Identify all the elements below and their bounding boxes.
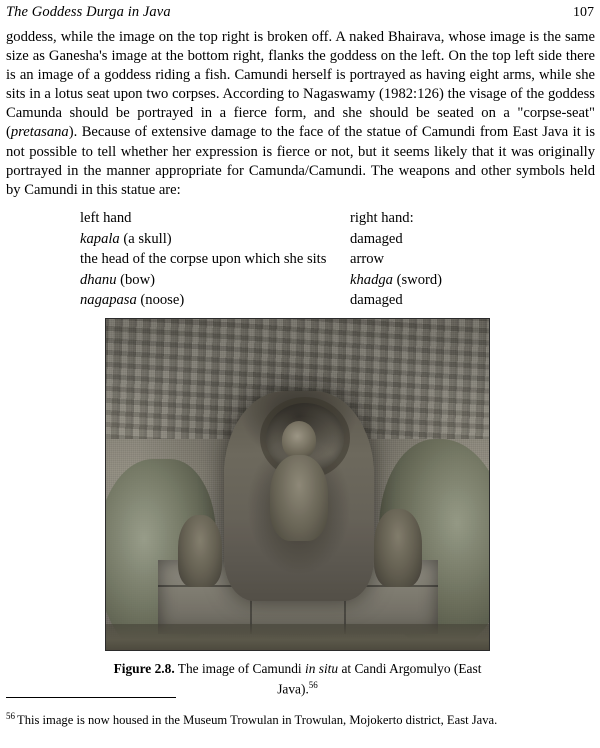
page-header: [6, 4, 594, 21]
statue-photograph: [106, 319, 489, 650]
footnote: [6, 708, 595, 728]
figure-block: [105, 318, 490, 697]
footnote-separator: [6, 697, 176, 698]
paragraph-italic-pretasana: pretasana: [10, 124, 69, 141]
weapons-table: [80, 208, 550, 311]
figure-caption: [105, 660, 490, 697]
left-hand-header: left hand: [80, 210, 132, 226]
left-hand-item-4-italic: nagapasa: [80, 292, 137, 309]
figure-caption-italic: in situ: [304, 661, 339, 676]
figure-caption-part1: The image of Camundi: [174, 661, 305, 676]
left-hand-item-3: [80, 270, 350, 291]
foreground-ground: [106, 624, 489, 650]
table-row: [80, 290, 550, 311]
left-hand-item-4: [80, 290, 350, 311]
figure-caption-part2: at Candi Argomulyo (East Java).: [277, 661, 482, 697]
right-hand-item-3: [350, 270, 550, 291]
right-hand-item-3-rest: (sword): [392, 271, 443, 288]
table-row: [80, 229, 550, 250]
body-paragraph: [6, 28, 595, 200]
statue-head: [282, 421, 316, 459]
figure-footnote-marker: 56: [308, 680, 318, 690]
paragraph-text-part1: goddess, while the image on the top right is broken off. A naked Bhairava, whose image is the same size as Ganesha's image at the bottom right, flanks the goddess on the left. On the top left side there is an image of a goddess riding a fish. Camundi herself is portrayed as having eight arms, while she sits in a lotus seat upon two corpses. According to Nagaswamy (1982:126) the visage of the goddess Camunda should be portrayed in a fierce form, and she should be seated on a "corpse-seat" (: [6, 29, 595, 141]
table-row: [80, 249, 550, 270]
statue-torso: [270, 455, 328, 541]
left-hand-item-3-rest: (bow): [116, 271, 155, 288]
attendant-figure-right: [374, 509, 422, 587]
right-hand-item-1: damaged: [350, 230, 403, 247]
table-row: [80, 208, 550, 229]
right-hand-item-3-italic: khadga: [350, 271, 393, 288]
weapons-list: [6, 208, 595, 311]
left-hand-item-1: [80, 229, 350, 250]
table-row: [80, 270, 550, 291]
figure-label: Figure 2.8.: [113, 661, 175, 676]
left-hand-item-3-italic: dhanu: [80, 271, 117, 288]
left-hand-item-1-italic: kapala: [80, 230, 120, 247]
attendant-figure-left: [178, 515, 222, 587]
footnote-number: 56: [6, 711, 15, 721]
right-hand-item-2: arrow: [350, 251, 385, 268]
right-hand-header: right hand:: [350, 210, 414, 226]
running-title: The Goddess Durga in Java: [6, 4, 171, 20]
camundi-statue: [224, 391, 374, 601]
left-hand-item-4-rest: (noose): [136, 292, 185, 309]
left-hand-item-2: the head of the corpse upon which she sits: [80, 251, 327, 268]
paragraph-text-part2: ). Because of extensive damage to the face of the statue of Camundi from East Java it is not possible to tell whether her expression is fierce or not, but it seems likely that it was originally portrayed in the manner appropriate for Camunda/Camundi. The weapons and other symbols held by Camundi in this statue are:: [6, 124, 595, 198]
page-number: 107: [573, 5, 594, 20]
right-hand-item-4: damaged: [350, 292, 403, 309]
figure-image: [105, 318, 490, 651]
footnote-text: This image is now housed in the Museum Trowulan in Trowulan, Mojokerto district, East Java.: [17, 713, 498, 728]
left-hand-item-1-rest: (a skull): [119, 230, 172, 247]
